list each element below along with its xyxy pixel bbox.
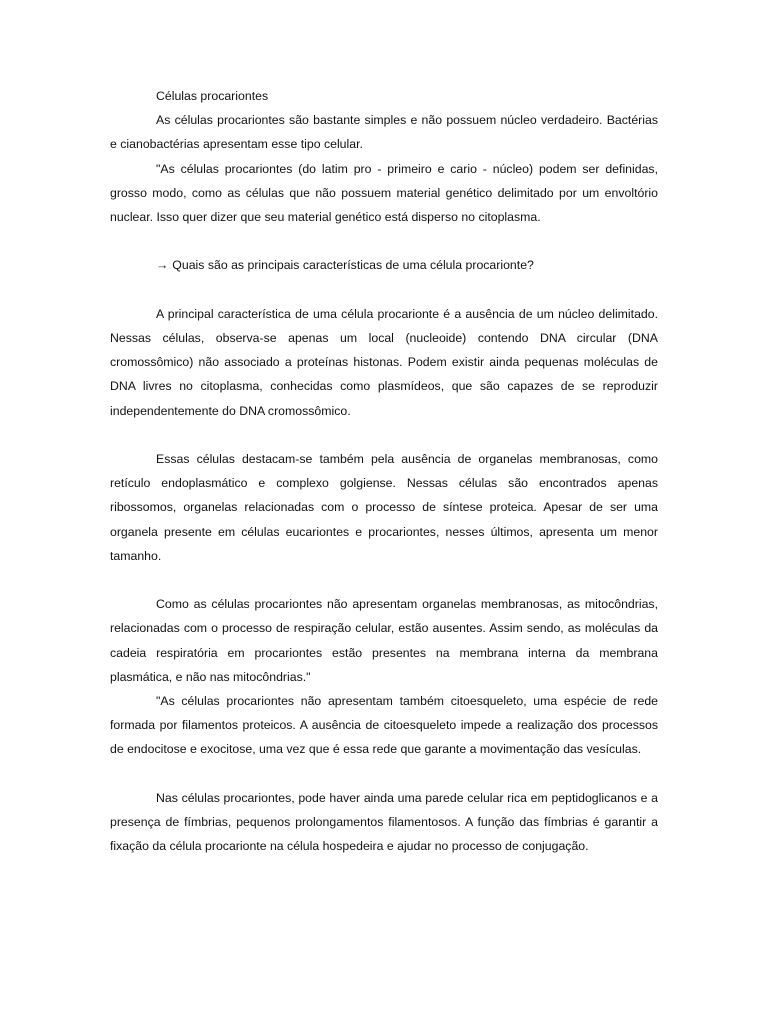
spacer xyxy=(110,568,658,592)
spacer xyxy=(110,278,658,302)
document-heading: Células procariontes xyxy=(156,89,269,103)
paragraph-organelles: Essas células destacam-se também pela ausência de organelas membranosas, como retículo endoplasmático e complexo golgiense. Nessas células são encontrados apenas ribossomos, organelas relacionadas com o processo de síntese proteica. Apesar de ser uma organela presente em células eucariontes e procariontes, nesses últimos, apresenta um menor tamanho. xyxy=(110,452,658,563)
paragraph-cytoskeleton: "As células procariontes não apresentam também citoesqueleto, uma espécie de rede formada por filamentos proteicos. A ausência de citoesqueleto impede a realização dos processos de endocitose e exocitose, uma vez que é essa rede que garante a movimentação das vesículas. xyxy=(110,694,658,757)
spacer xyxy=(110,229,658,253)
paragraph-mitochondria: Como as células procariontes não apresentam organelas membranosas, as mitocôndrias, relacionadas com o processo de respiração celular, estão ausentes. Assim sendo, as moléculas da cadeia respiratória em procariontes estão presentes na membrana interna da membrana plasmática, e não nas mitocôndrias." xyxy=(110,597,658,684)
paragraph-main-feature: A principal característica de uma célula procarionte é a ausência de um núcleo delimitado. Nessas células, observa-se apenas um local (nucleoide) contendo DNA circular (DNA cromossômico) não associado a proteínas histonas. Podem existir ainda pequenas moléculas de DNA livres no citoplasma, conhecidas como plasmídeos, que são capazes de se reproduzir independentemente do DNA cromossômico. xyxy=(110,306,658,418)
paragraph-cell-wall: Nas células procariontes, pode haver ainda uma parede celular rica em peptidoglicanos e a presença de fímbrias, pequenos prolongamentos filamentosos. A função das fímbrias é garantir a fixação da célula procarionte na célula hospedeira e ajudar no processo de conjugação. xyxy=(110,790,658,854)
spacer xyxy=(110,762,658,786)
question-text: Quais são as principais características de uma célula procarionte? xyxy=(172,258,534,273)
question-line xyxy=(110,253,658,277)
paragraph-intro: As células procariontes são bastante simples e não possuem núcleo verdadeiro. Bactérias e cianobactérias apresentam esse tipo celular. xyxy=(110,113,658,152)
document-body xyxy=(110,84,658,858)
paragraph-definition: "As células procariontes (do latim pro - primeiro e cario - núcleo) podem ser definidas, grosso modo, como as células que não possuem material genético delimitado por um envoltório nuclear. Isso quer dizer que seu material genético está disperso no citoplasma. xyxy=(110,161,658,225)
arrow-right-icon: → xyxy=(156,258,169,273)
spacer xyxy=(110,423,658,447)
